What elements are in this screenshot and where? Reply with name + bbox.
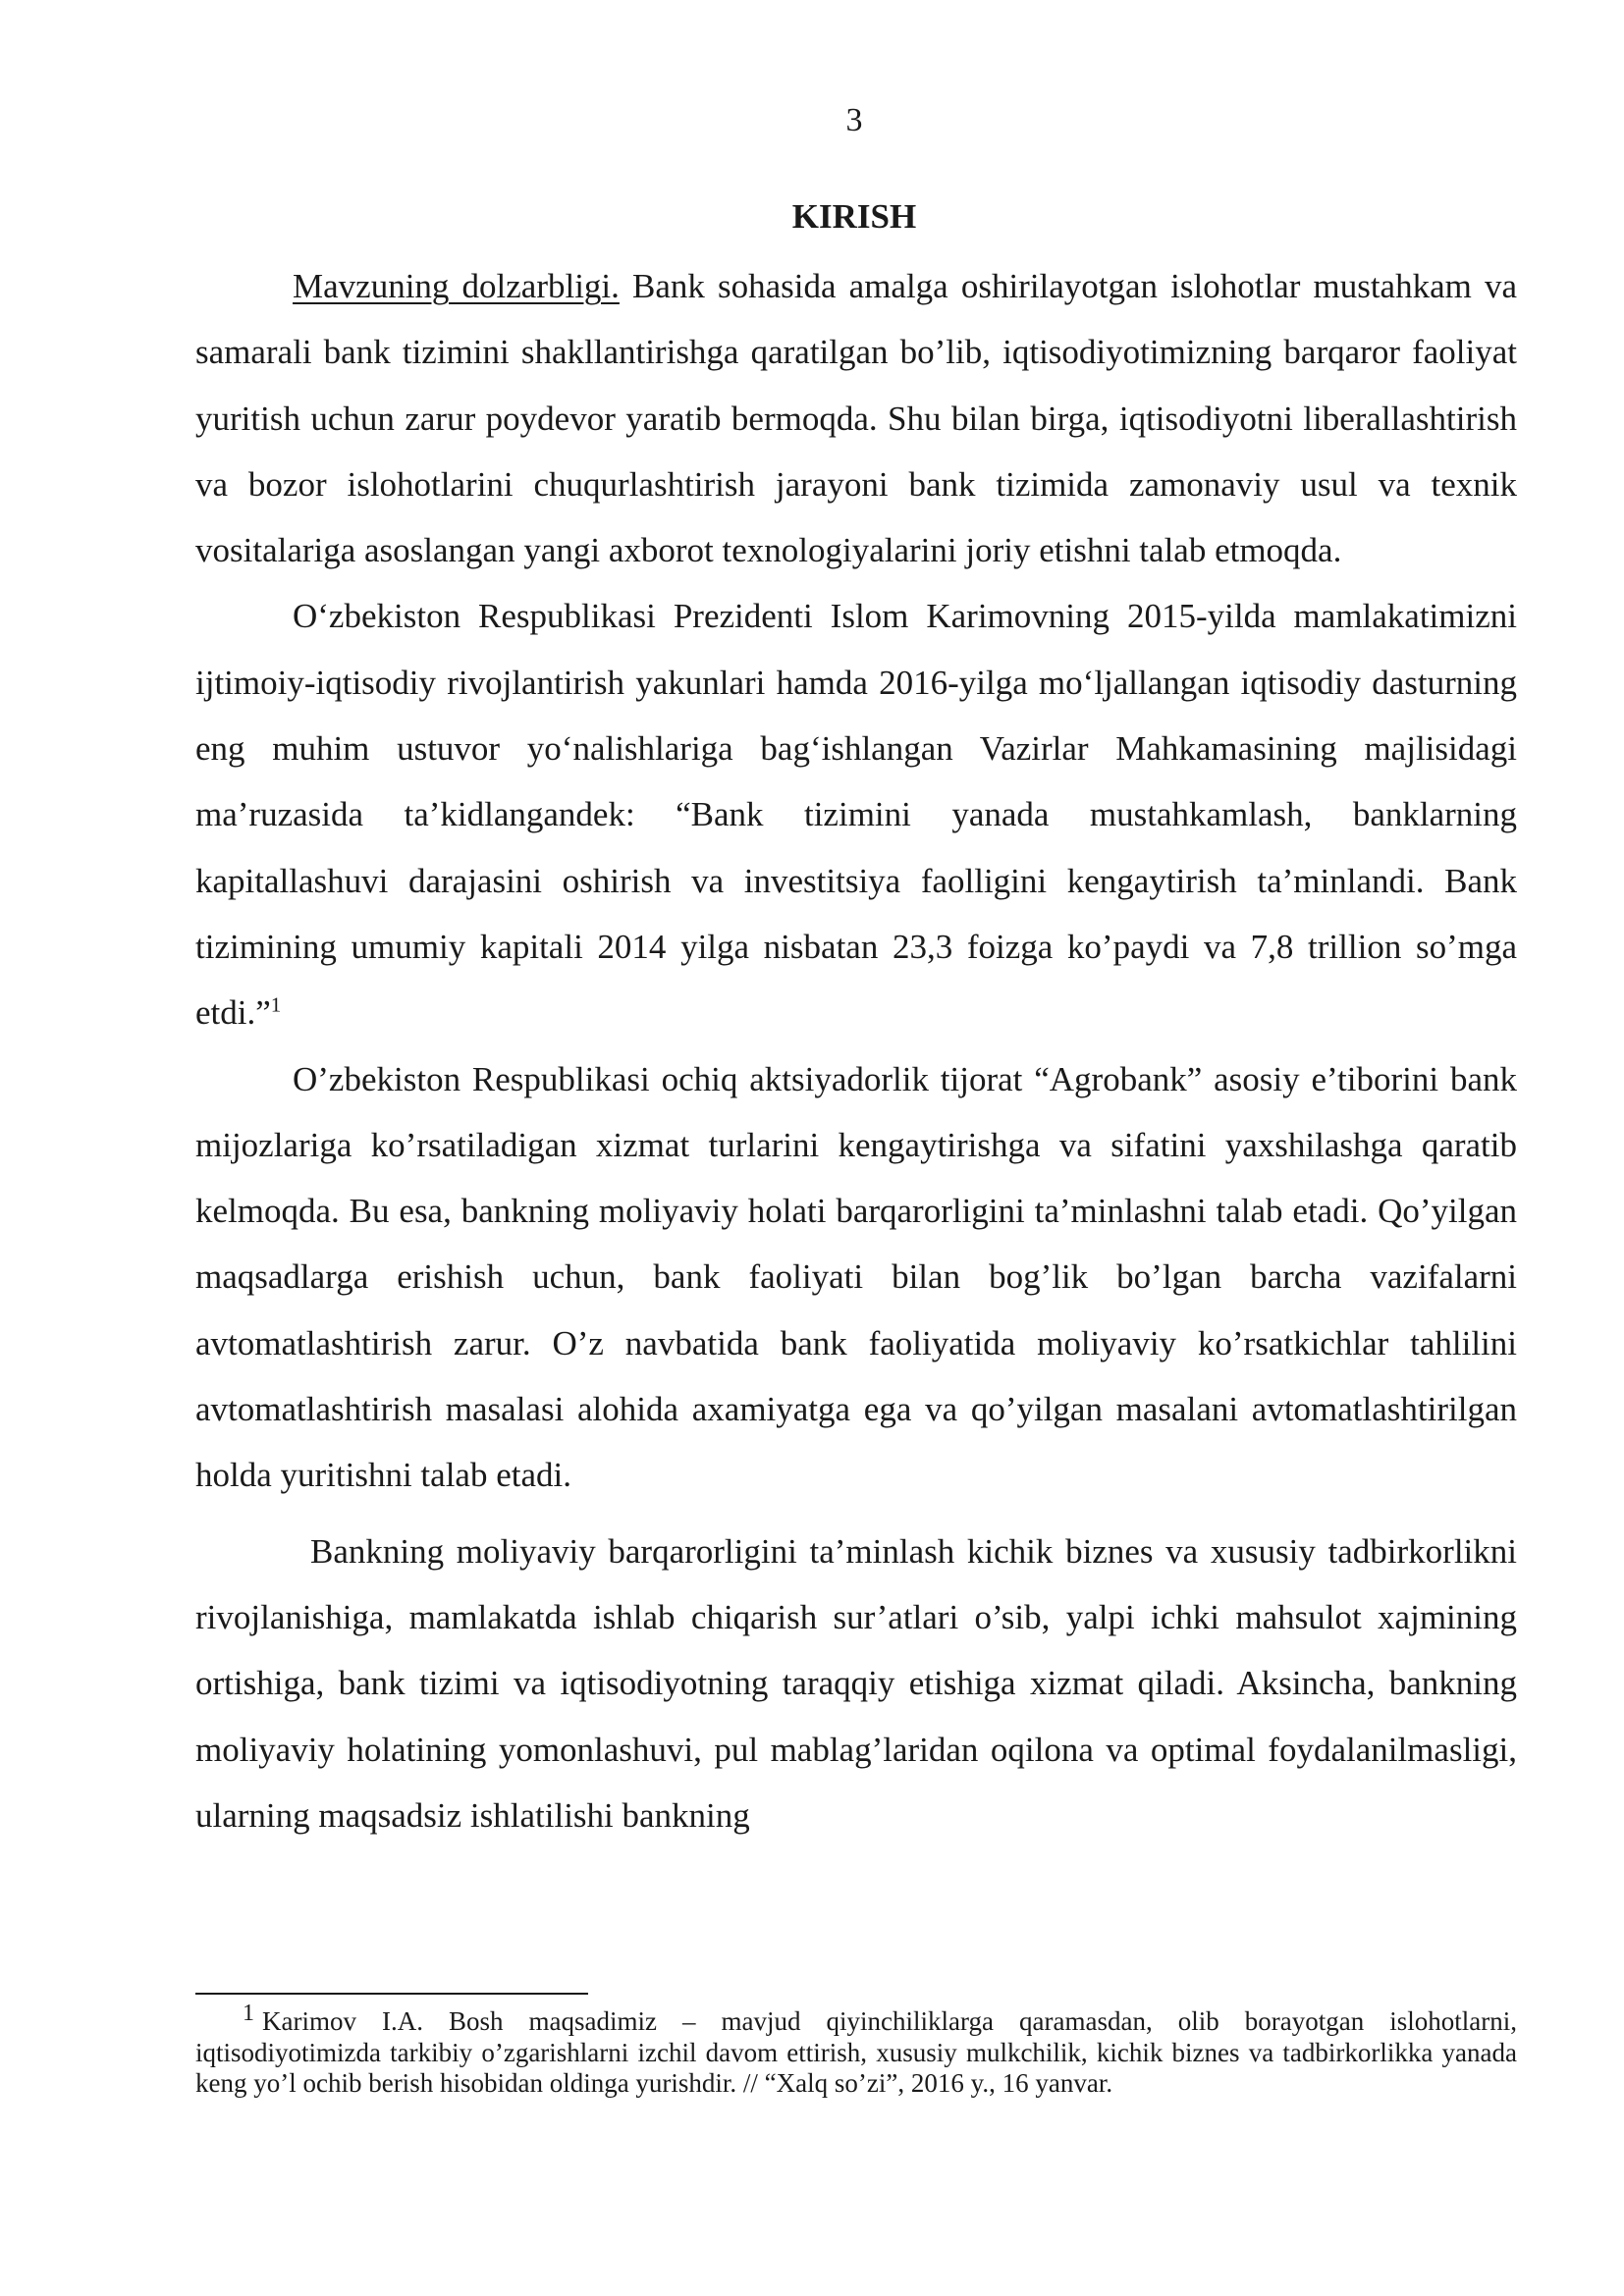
paragraph-3-text: O’zbekiston Respublikasi ochiq aktsiyadorlik tijorat “Agrobank” asosiy e’tiborini bank mijozlariga ko’rsatiladigan xizmat turlarini kengaytirishga va sifatini yaxshilashga qaratib kelmoqda. Bu esa, bankning moliyaviy holati barqarorligini ta’minlashni talab etadi. Qo’yilgan maqsadlarga erishish uchun, bank faoliyati bilan bog’lik bo’lgan barcha vazifalarni avtomatlashtirish zarur. O’z navbatida bank faoliyatida moliyaviy ko’rsatkichlar tahlilini avtomatlashtirish masalasi alohida axamiyatga ega va qo’yilgan masalani avtomatlashtirilgan holda yuritishni talab etadi.: [195, 1059, 1517, 1495]
footnote-reference[interactable]: 1: [270, 992, 282, 1017]
footnote-mark: 1: [243, 2001, 254, 2026]
paragraph-2-text: O‘zbekiston Respublikasi Prezidenti Islom Karimovning 2015-yilda mamlakatimizni ijtimoiy-iqtisodiy rivojlantirish yakunlari hamda 2016-yilga mo‘ljallangan iqtisodiy dasturning eng muhim ustuvor yo‘nalishlariga bag‘ishlangan Vazirlar Mahkamasining majlisidagi ma’ruzasida ta’kidlangandek: “Bank tizimini yanada mustahkamlash, banklarning kapitallashuvi darajasini oshirish va investitsiya faolligini kengaytirish ta’minlandi. Bank tizimining umumiy kapitali 2014 yilga nisbatan 23,3 foizga ko’paydi va 7,8 trillion so’mga etdi.”: [195, 597, 1517, 1033]
paragraph-1: [195, 253, 1517, 583]
page-number: 3: [845, 102, 863, 138]
paragraph-1-text: Bank sohasida amalga oshirilayotgan islohotlar mustahkam va samarali bank tizimini shakllantirishga qaratilgan bo’lib, iqtisodiyotimizning barqaror faoliyat yuritish uchun zarur poydevor yaratib bermoqda. Shu bilan birga, iqtisodiyotni liberallashtirish va bozor islohotlarini chuqurlashtirish jarayoni bank tizimida zamonaviy usul va texnik vositalariga asoslangan yangi axborot texnologiyalarini joriy etishni talab etmoqda.: [195, 267, 1517, 570]
body-text: [195, 253, 1517, 1848]
paragraph-4: [195, 1519, 1517, 1848]
section-title: KIRISH: [791, 197, 917, 236]
paragraph-lead-heading: Mavzuning dolzarbligi.: [293, 267, 620, 305]
footnote-text: Karimov I.A. Bosh maqsadimiz – mavjud qiyinchiliklarga qaramasdan, olib borayotgan islohotlarni, iqtisodiyotimizda tarkibiy o’zgarishlarni izchil davom ettirish, xususiy mulkchilik, kichik biznes va tadbirkorlikka yanada keng yo’l ochib berish hisobidan oldinga yurishdir. // “Xalq so’zi”, 2016 y., 16 yanvar.: [195, 2006, 1517, 2098]
footnote-separator: [195, 1993, 588, 1995]
paragraph-4-text: Bankning moliyaviy barqarorligini ta’minlash kichik biznes va xususiy tadbirkorlikni rivojlanishiga, mamlakatda ishlab chiqarish sur’atlari o’sib, yalpi ichki mahsulot xajmining ortishiga, bank tizimi va iqtisodiyotning taraqqiy etishiga xizmat qiladi. Aksincha, bankning moliyaviy holatining yomonlashuvi, pul mablag’laridan oqilona va optimal foydalanilmasligi, ularning maqsadsiz ishlatilishi bankning: [195, 1531, 1517, 1835]
paragraph-3: [195, 1046, 1517, 1509]
footnote: [195, 2001, 1517, 2100]
paragraph-2: [195, 583, 1517, 1045]
